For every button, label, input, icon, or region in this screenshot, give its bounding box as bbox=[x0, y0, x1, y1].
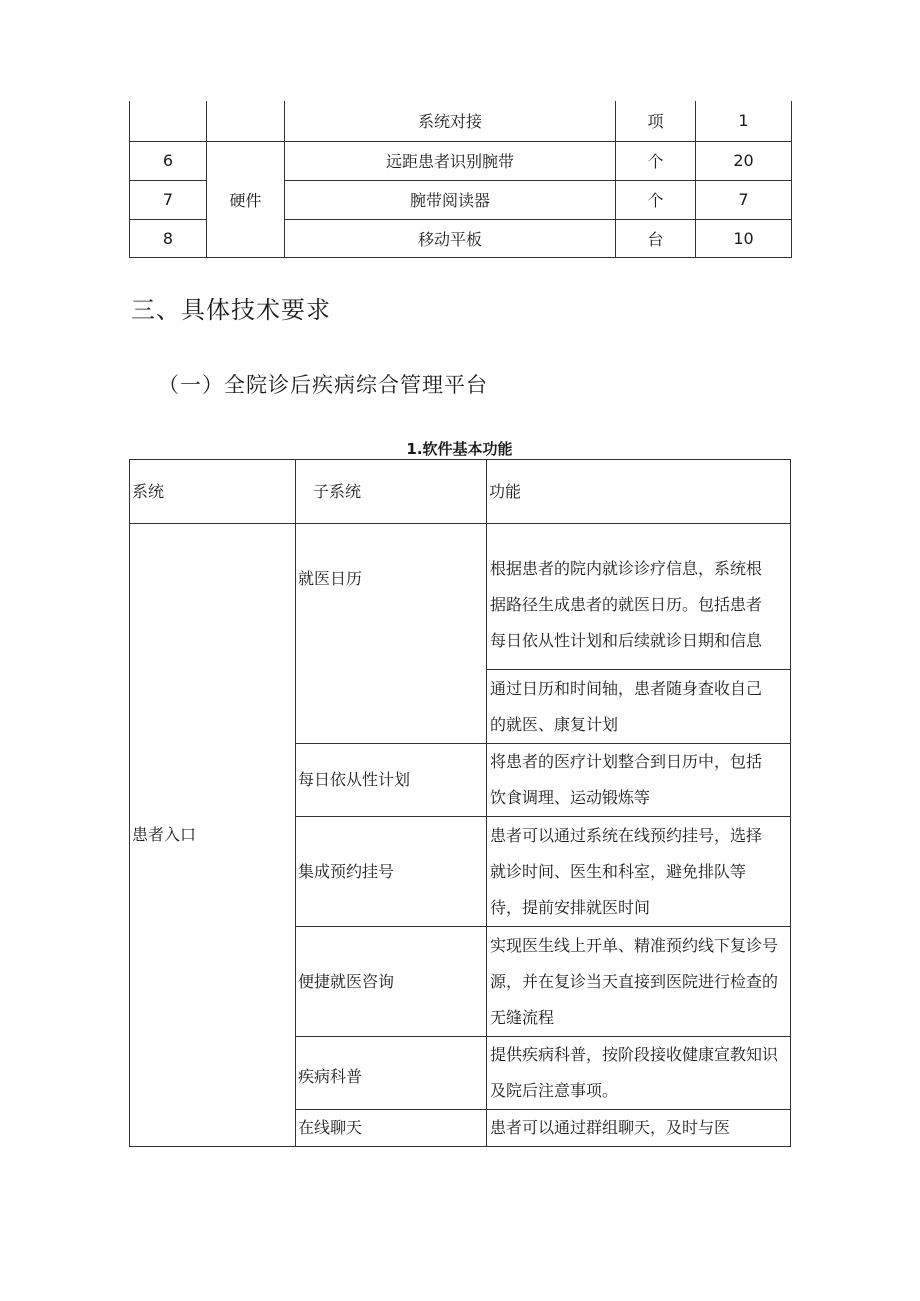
unit-cell: 个 bbox=[616, 180, 696, 219]
row-number-cell bbox=[130, 101, 207, 141]
quantity-cell: 1 bbox=[696, 101, 792, 141]
quantity-cell: 7 bbox=[696, 180, 792, 219]
unit-cell: 项 bbox=[616, 101, 696, 141]
header-system: 系统 bbox=[130, 460, 296, 524]
subsystem-cell: 在线聊天 bbox=[296, 1110, 487, 1147]
subsystem-cell: 就医日历 bbox=[296, 524, 487, 744]
function-cell: 根据患者的院内就诊诊疗信息，系统根 据路径生成患者的就医日历。包括患者 每日依从性计划和后续就诊日期和信息 bbox=[487, 524, 791, 670]
system-cell: 患者入口 bbox=[130, 524, 296, 1147]
function-cell: 患者可以通过系统在线预约挂号，选择 就诊时间、医生和科室，避免排队等 待，提前安排就医时间 bbox=[487, 817, 791, 927]
section-heading: 三、具体技术要求 bbox=[131, 296, 331, 324]
subsystem-cell: 便捷就医咨询 bbox=[296, 927, 487, 1037]
table-header-row bbox=[130, 460, 791, 524]
header-function: 功能 bbox=[487, 460, 791, 524]
header-subsystem: 子系统 bbox=[296, 460, 487, 524]
table-row bbox=[130, 101, 792, 141]
function-cell: 将患者的医疗计划整合到日历中，包括 饮食调理、运动锻炼等 bbox=[487, 744, 791, 817]
function-cell: 实现医生线上开单、精准预约线下复诊号 源，并在复诊当天直接到医院进行检查的 无缝流程 bbox=[487, 927, 791, 1037]
item-cell: 远距患者识别腕带 bbox=[285, 141, 616, 180]
row-number-cell: 8 bbox=[130, 219, 207, 257]
quantity-cell: 20 bbox=[696, 141, 792, 180]
table-caption: 1.软件基本功能 bbox=[406, 440, 513, 458]
subsystem-cell: 每日依从性计划 bbox=[296, 744, 487, 817]
subsystem-cell: 疾病科普 bbox=[296, 1037, 487, 1110]
table-row bbox=[130, 141, 792, 180]
table-row bbox=[130, 524, 791, 670]
function-cell: 提供疾病科普，按阶段接收健康宣教知识 及院后注意事项。 bbox=[487, 1037, 791, 1110]
category-cell bbox=[207, 101, 285, 141]
row-number-cell: 7 bbox=[130, 180, 207, 219]
quantity-cell: 10 bbox=[696, 219, 792, 257]
equipment-table bbox=[129, 101, 792, 258]
category-cell: 硬件 bbox=[207, 141, 285, 257]
unit-cell: 台 bbox=[616, 219, 696, 257]
function-table bbox=[129, 459, 791, 1147]
unit-cell: 个 bbox=[616, 141, 696, 180]
item-cell: 移动平板 bbox=[285, 219, 616, 257]
item-cell: 系统对接 bbox=[285, 101, 616, 141]
function-cell: 患者可以通过群组聊天，及时与医 bbox=[487, 1110, 791, 1147]
subsystem-cell: 集成预约挂号 bbox=[296, 817, 487, 927]
subsection-heading: （一）全院诊后疾病综合管理平台 bbox=[158, 373, 488, 397]
item-cell: 腕带阅读器 bbox=[285, 180, 616, 219]
function-cell: 通过日历和时间轴，患者随身查收自己 的就医、康复计划 bbox=[487, 670, 791, 744]
row-number-cell: 6 bbox=[130, 141, 207, 180]
